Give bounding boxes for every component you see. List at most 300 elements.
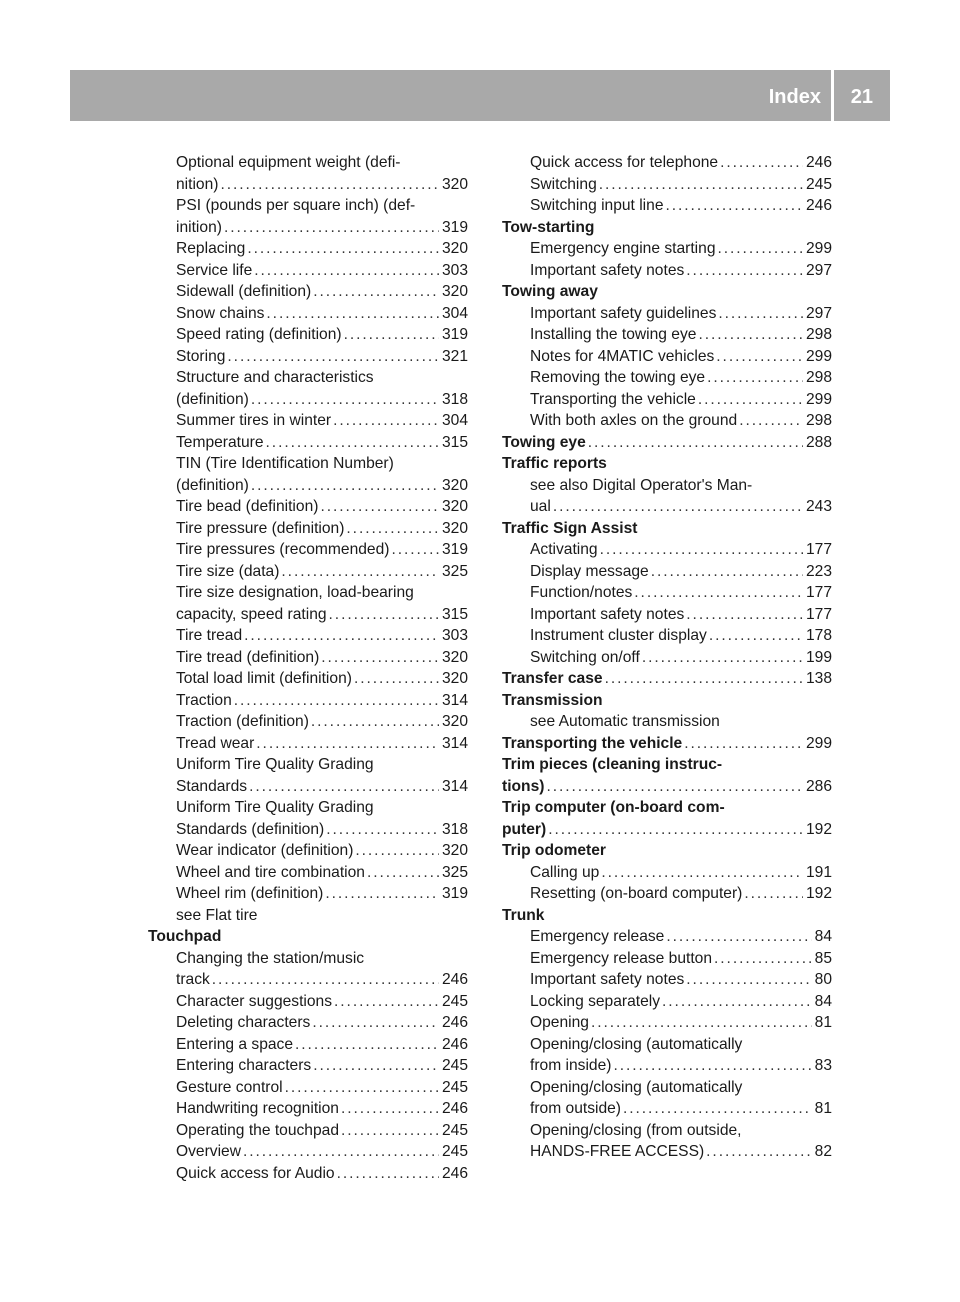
entry-page-number: 138 [805,670,832,687]
entry-page-number: 199 [805,648,832,666]
entry-page-number: 245 [441,992,468,1010]
index-entry [148,152,468,174]
index-heading [148,926,468,948]
entry-text: Handwriting recognition [176,1100,339,1117]
dot-leader [600,539,803,561]
entry-text: Wheel rim (definition) [176,885,324,902]
entry-page-number: 320 [441,842,468,859]
index-entry [502,647,832,669]
dot-leader [234,690,439,712]
index-entry [502,1098,832,1120]
index-heading [502,754,832,776]
entry-text: from inside) [530,1057,612,1074]
index-entry [148,604,468,626]
index-entry [148,969,468,991]
index-heading [502,518,832,540]
entry-page-number: 303 [441,627,468,644]
index-entry [148,711,468,733]
entry-page-number: 192 [805,885,832,902]
dot-leader [666,926,811,948]
entry-text: Emergency engine starting [530,240,716,257]
index-entry [148,840,468,862]
dot-leader [321,647,439,669]
entry-page-number: 82 [814,1143,832,1160]
entry-page-number: 288 [805,433,832,451]
entry-page-number: 177 [805,605,832,623]
dot-leader [391,539,438,561]
index-heading [502,819,832,841]
entry-text: ual [530,498,551,515]
dot-leader [698,389,803,411]
entry-text: Tire tread (definition) [176,648,320,666]
entry-text: Temperature [176,433,264,451]
entry-page-number: 246 [441,1014,468,1031]
index-entry [502,367,832,389]
entry-text: Summer tires in winter [176,412,332,429]
entry-text: Changing the station/music [176,949,365,967]
entry-page-number: 297 [805,304,832,322]
entry-text: Tire pressures (recommended) [176,541,390,558]
entry-page-number: 85 [814,949,832,967]
entry-text: Operating the touchpad [176,1121,339,1139]
dot-leader [334,991,439,1013]
dot-leader [249,776,439,798]
index-entry [148,238,468,260]
entry-text: Trip computer (on-board com- [502,799,725,816]
dot-leader [698,324,803,346]
dot-leader [224,217,439,239]
entry-page-number: 320 [441,519,468,537]
entry-text: Towing eye [502,433,586,451]
entry-text: Total load limit (definition) [176,670,352,687]
entry-text: capacity, speed rating [176,605,327,623]
entry-text: Transporting the vehicle [530,390,696,408]
dot-leader [634,582,803,604]
index-entry [502,883,832,905]
entry-text: Tire tread [176,627,243,644]
index-entry [502,1012,832,1034]
entry-text: Transmission [502,691,603,709]
index-entry [148,668,468,690]
index-heading [502,905,832,927]
entry-page-number: 315 [441,433,468,451]
entry-page-number: 246 [805,197,832,214]
index-entry [148,1077,468,1099]
entry-text: Transfer case [502,670,603,687]
dot-leader [266,432,439,454]
index-entry [148,432,468,454]
entry-text: Replacing [176,240,246,257]
entry-text: Gesture control [176,1078,283,1096]
index-entry [148,1141,468,1163]
entry-text: nition) [176,175,219,193]
entry-text: Wear indicator (definition) [176,842,354,859]
dot-leader [254,260,439,282]
entry-page-number: 320 [441,713,468,730]
index-heading [502,776,832,798]
dot-leader [295,1034,439,1056]
dot-leader [243,1141,439,1163]
entry-page-number: 80 [814,971,832,988]
index-entry [148,217,468,239]
index-entry [148,260,468,282]
entry-text: Tire size designation, load-bearing [176,584,414,601]
entry-page-number: 245 [805,175,832,193]
index-entry [502,1120,832,1142]
dot-leader [244,625,439,647]
entry-page-number: 246 [441,971,468,988]
index-entry [148,948,468,970]
index-entry [502,324,832,346]
entry-text: Towing away [502,283,598,300]
index-entry [502,1077,832,1099]
entry-page-number: 246 [441,1035,468,1053]
entry-page-number: 299 [805,390,832,408]
entry-text: track [176,971,210,988]
dot-leader [553,496,803,518]
entry-text: PSI (pounds per square inch) (def- [176,197,416,214]
entry-page-number: 319 [441,541,468,558]
entry-text: Traffic Sign Assist [502,519,638,537]
entry-page-number: 246 [441,1164,468,1182]
entry-text: Switching input line [530,197,664,214]
entry-text: Opening [530,1014,589,1031]
index-entry [502,926,832,948]
entry-text: Trim pieces (cleaning instruc- [502,756,723,773]
index-entry [502,1141,832,1163]
index-heading [502,668,832,690]
entry-page-number: 315 [441,605,468,623]
entry-page-number: 178 [805,627,832,644]
entry-page-number: 303 [441,261,468,279]
index-entry [148,1163,468,1185]
entry-text: Locking separately [530,992,661,1010]
dot-leader [707,367,803,389]
page-number: 21 [850,86,873,108]
entry-text: Important safety notes [530,261,685,279]
entry-text: Resetting (on-board computer) [530,885,743,902]
dot-leader [744,883,803,905]
index-entry [502,260,832,282]
entry-text: Trunk [502,906,545,924]
entry-text: Tire bead (definition) [176,498,319,515]
entry-text: Structure and characteristics [176,369,374,386]
entry-page-number: 314 [441,691,468,709]
index-entry [148,690,468,712]
entry-text: TIN (Tire Identification Number) [176,455,394,472]
entry-page-number: 177 [805,584,832,601]
entry-text: Touchpad [148,928,222,945]
dot-leader [281,561,439,583]
index-entry [148,1034,468,1056]
dot-leader [613,1055,811,1077]
index-entry [502,410,832,432]
dot-leader [588,432,803,454]
entry-page-number: 314 [441,734,468,752]
entry-page-number: 192 [805,820,832,838]
entry-text: Function/notes [530,584,633,601]
index-entry [148,1055,468,1077]
entry-page-number: 245 [441,1143,468,1160]
entry-page-number: 304 [441,412,468,429]
index-entry [148,582,468,604]
entry-text: Calling up [530,863,600,881]
dot-leader [720,152,803,174]
entry-page-number: 318 [441,390,468,408]
index-entry [148,797,468,819]
entry-text: Standards [176,777,248,795]
entry-page-number: 243 [805,498,832,515]
index-entry [502,303,832,325]
index-entry [502,604,832,626]
index-entry [148,496,468,518]
dot-leader [220,174,438,196]
entry-text: (definition) [176,476,249,494]
dot-leader [739,410,803,432]
dot-leader [341,1120,439,1142]
index-entry [502,475,832,497]
entry-text: Entering characters [176,1057,312,1074]
entry-page-number: 223 [805,562,832,580]
entry-text: puter) [502,820,547,838]
entry-text: Uniform Tire Quality Grading [176,799,374,816]
index-entry [148,647,468,669]
entry-text: Tow-starting [502,218,595,236]
dot-leader [313,1055,439,1077]
entry-page-number: 245 [441,1121,468,1139]
entry-text: Wheel and tire combination [176,863,365,881]
entry-text: Important safety guidelines [530,304,717,322]
dot-leader [706,1141,811,1163]
entry-page-number: 298 [805,369,832,386]
entry-text: Quick access for Audio [176,1164,335,1182]
dot-leader [247,238,439,260]
dot-leader [686,260,803,282]
entry-page-number: 299 [805,347,832,365]
index-entry [148,518,468,540]
entry-page-number: 297 [805,261,832,279]
entry-text: Display message [530,562,649,580]
entry-page-number: 320 [441,648,468,666]
entry-text: Tire size (data) [176,562,280,580]
dot-leader [320,496,439,518]
entry-text: Opening/closing (from outside, [530,1121,742,1139]
entry-text: Sidewall (definition) [176,283,312,300]
index-heading [502,840,832,862]
dot-leader [337,1163,439,1185]
entry-page-number: 325 [441,562,468,580]
entry-text: Trip odometer [502,842,606,859]
entry-page-number: 320 [441,670,468,687]
index-entry [148,883,468,905]
entry-text: Deleting characters [176,1014,311,1031]
index-entry [502,625,832,647]
entry-page-number: 319 [441,218,468,236]
entry-page-number: 319 [441,885,468,902]
dot-leader [341,1098,439,1120]
entry-page-number: 320 [441,498,468,515]
index-entry [502,582,832,604]
entry-text: see Automatic transmission [530,713,720,730]
entry-text: see Flat tire [176,906,258,924]
entry-page-number: 320 [441,175,468,193]
index-entry [148,625,468,647]
index-entry [148,733,468,755]
dot-leader [227,346,439,368]
index-heading [502,217,832,239]
index-entry [502,389,832,411]
entry-text: Instrument cluster display [530,627,707,644]
entry-page-number: 298 [805,326,832,343]
index-heading [502,797,832,819]
dot-leader [548,819,803,841]
index-entry [502,346,832,368]
entry-text: Emergency release [530,928,665,945]
entry-text: Entering a space [176,1035,294,1053]
index-column-right [502,152,832,1163]
index-entry [148,195,468,217]
entry-text: Tread wear [176,734,255,752]
dot-leader [686,969,811,991]
entry-text: tions) [502,777,545,795]
entry-page-number: 83 [814,1057,832,1074]
entry-page-number: 314 [441,777,468,795]
entry-text: Activating [530,541,598,558]
dot-leader [651,561,803,583]
entry-page-number: 245 [441,1057,468,1074]
entry-text: inition) [176,218,222,236]
dot-leader [212,969,439,991]
dot-leader [311,711,439,733]
index-entry [502,238,832,260]
dot-leader [605,668,803,690]
dot-leader [367,862,439,884]
entry-page-number: 245 [441,1078,468,1096]
entry-text: With both axles on the ground [530,412,738,429]
index-entry [502,561,832,583]
entry-text: HANDS-FREE ACCESS) [530,1143,705,1160]
index-entry [148,754,468,776]
entry-page-number: 246 [441,1100,468,1117]
entry-page-number: 318 [441,820,468,838]
dot-leader [251,389,439,411]
index-entry [148,389,468,411]
dot-leader [714,948,812,970]
entry-text: (definition) [176,390,249,408]
entry-page-number: 319 [441,326,468,343]
dot-leader [546,776,803,798]
entry-text: Uniform Tire Quality Grading [176,756,374,773]
index-heading [502,432,832,454]
index-entry [148,346,468,368]
dot-leader [355,840,439,862]
dot-leader [686,604,803,626]
dot-leader [599,174,803,196]
entry-page-number: 299 [805,734,832,752]
dot-leader [313,281,439,303]
dot-leader [684,733,803,755]
dot-leader [709,625,803,647]
entry-page-number: 320 [441,240,468,257]
index-entry [148,281,468,303]
index-heading [502,453,832,475]
entry-text: Removing the towing eye [530,369,706,386]
entry-text: Switching on/off [530,648,640,666]
index-entry [502,711,832,733]
entry-text: Important safety notes [530,971,685,988]
entry-page-number: 320 [441,283,468,300]
header-separator [831,70,834,121]
dot-leader [346,518,439,540]
dot-leader [326,819,439,841]
dot-leader [354,668,439,690]
index-entry [148,1012,468,1034]
index-entry [148,174,468,196]
index-entry [148,561,468,583]
entry-text: from outside) [530,1100,621,1117]
entry-page-number: 298 [805,412,832,429]
entry-page-number: 191 [805,863,832,881]
entry-page-number: 299 [805,240,832,257]
index-entry [502,862,832,884]
entry-page-number: 286 [805,777,832,795]
header-bar [70,70,890,121]
entry-page-number: 325 [441,863,468,881]
entry-page-number: 84 [814,928,832,945]
index-entry [148,539,468,561]
entry-text: Important safety notes [530,605,685,623]
entry-page-number: 304 [441,304,468,322]
index-entry [148,776,468,798]
entry-text: Optional equipment weight (defi- [176,154,401,171]
index-entry [148,475,468,497]
entry-page-number: 321 [441,347,468,365]
index-entry [148,862,468,884]
entry-page-number: 84 [814,992,832,1010]
dot-leader [285,1077,439,1099]
section-title: Index [768,86,821,108]
entry-text: Opening/closing (automatically [530,1078,743,1096]
index-entry [148,1120,468,1142]
dot-leader [325,883,439,905]
index-entry [502,1055,832,1077]
entry-text: Emergency release button [530,949,713,967]
index-entry [502,991,832,1013]
index-entry [148,303,468,325]
entry-page-number: 246 [805,154,832,171]
dot-leader [623,1098,812,1120]
entry-text: Transporting the vehicle [502,734,683,752]
index-entry [148,324,468,346]
index-entry [148,453,468,475]
entry-text: see also Digital Operator's Man- [530,476,753,494]
dot-leader [718,303,803,325]
entry-text: Tire pressure (definition) [176,519,345,537]
entry-text: Character suggestions [176,992,333,1010]
entry-text: Storing [176,347,226,365]
entry-text: Snow chains [176,304,265,322]
dot-leader [662,991,812,1013]
index-entry [148,905,468,927]
entry-text: Switching [530,175,597,193]
entry-text: Quick access for telephone [530,154,719,171]
dot-leader [329,604,439,626]
index-entry [148,367,468,389]
index-entry [148,819,468,841]
index-entry [148,991,468,1013]
index-entry [502,1034,832,1056]
dot-leader [716,346,803,368]
